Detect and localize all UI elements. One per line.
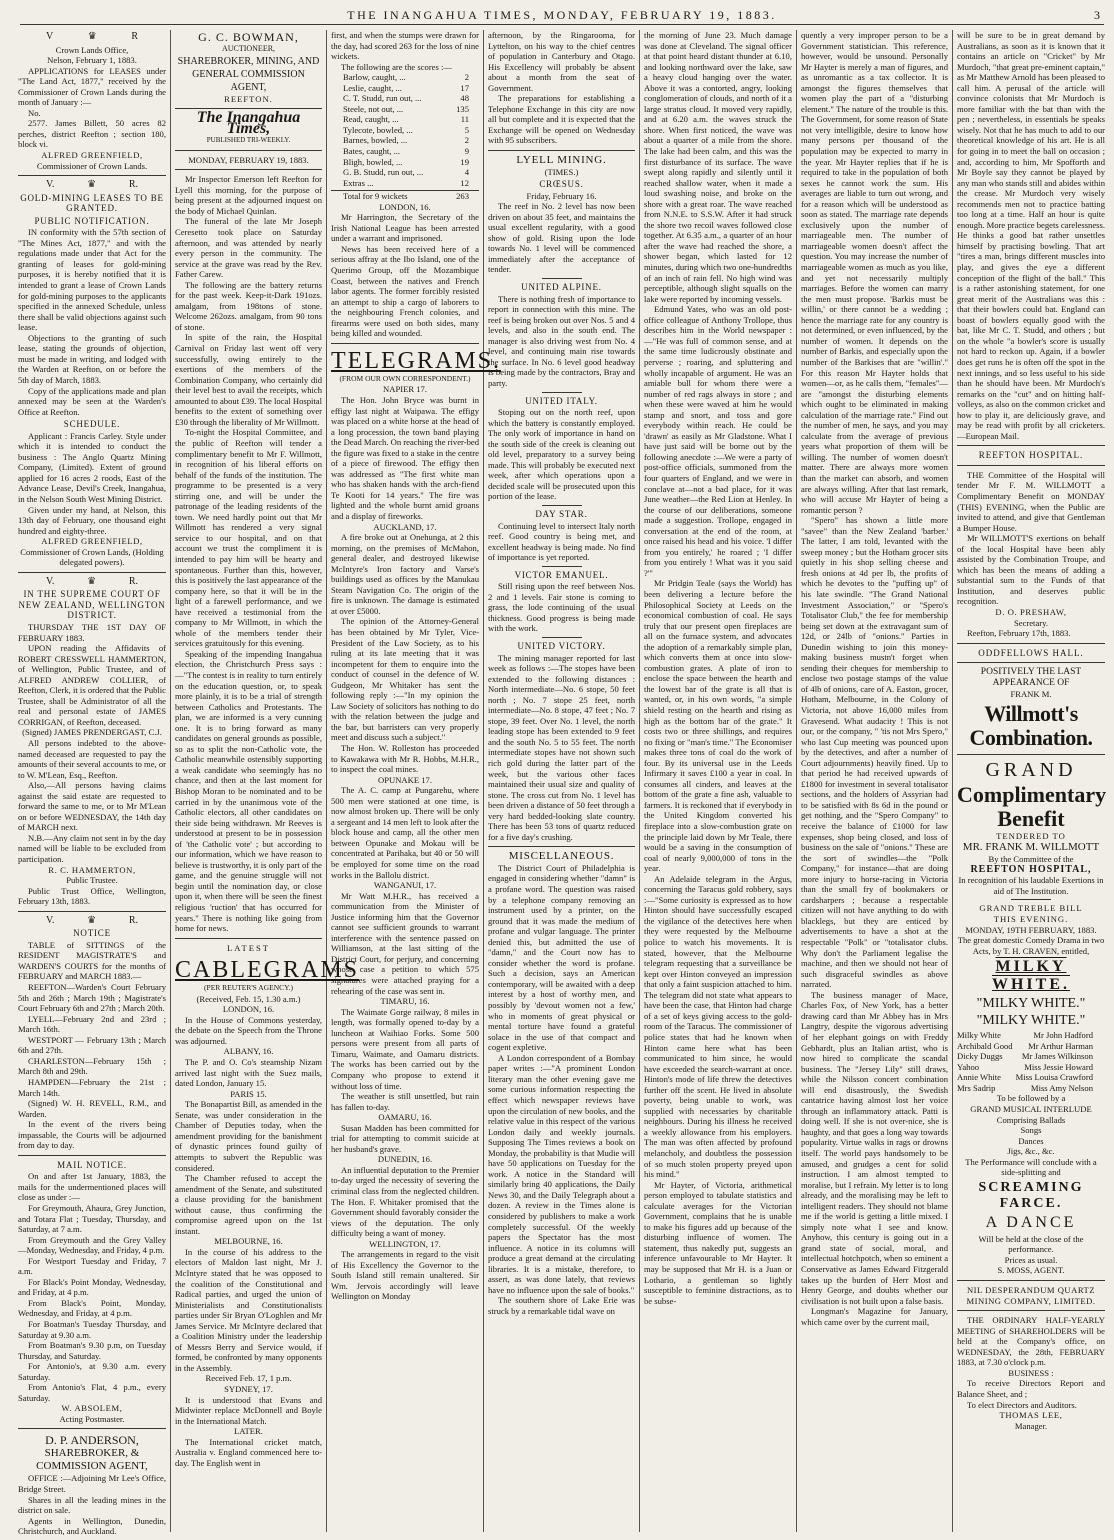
actor: Mr James Wilkinson	[1021, 1051, 1093, 1062]
actor: Miss Louisa Crawford	[1015, 1072, 1093, 1083]
batsman: Read, caught, ...	[343, 114, 399, 125]
cipher-v: V.	[46, 914, 55, 926]
bowman-title: GENERAL COMMISSION	[192, 68, 305, 80]
score-row	[331, 178, 479, 189]
mail-item: From Greymouth and the Grey Valley—Monday, Wednesday, and Friday, 4 p.m.	[18, 1234, 166, 1256]
telegram-text: The A. C. camp at Pungarehu, where 500 men were stationed at one time, is now almost broken up. There will be only a sergeant and 14 men left to look after the block house and camp, all the other men between Opunake and Mokau will be concentrated at Parihaka, but 40 or 50 will be employed for some time on the road works in the Ballolu district.	[331, 785, 479, 880]
cipher-v: V.	[46, 179, 55, 191]
batsman: Barnes, bowled, ...	[343, 135, 408, 146]
batsman: Bates, caught, ...	[343, 146, 401, 157]
actor: Mr Arthur Harman	[1028, 1040, 1093, 1051]
score-row	[331, 72, 479, 83]
crown-icon: ♛	[87, 914, 97, 926]
divider	[542, 637, 582, 638]
sittings-body: TABLE of SITTINGS of the RESIDENT MAGISTRATE'S and WARDEN'S COURTS for the months of FEBRUARY and MARCH 1883.—	[18, 939, 166, 982]
actor: Mr John Hadford	[1033, 1030, 1093, 1041]
cipher-v: V	[46, 31, 54, 42]
positively-text: POSITIVELY THE LAST APPEARANCE OF	[980, 667, 1082, 689]
telegrams-sub: (FROM OUR OWN CORRESPONDENT.)	[339, 373, 471, 383]
telegram-text: The opinion of the Attorney-General has been obtained by Mr Tyler, Vice-President of the Law Society, as to his ruling at its late meeting that it was incompetent for them to enquire into the conduct of counsel in the defence of W. Gudgeon, Mr Whitaker has sent the following reply :—"In my opinion the Law Society of solicitors has nothing to do with the relation between the judge and the bar, but barristers can very properly meet and discuss such a subject."	[331, 616, 479, 743]
sittings-signed: (Signed) W. H. REVELL, R.M., and Warden.	[18, 1098, 166, 1119]
batsman: Barlow, caught, ...	[343, 72, 406, 83]
crown-icon: ♛	[87, 179, 97, 191]
hospital-heading: REEFTON HOSPITAL.	[978, 450, 1084, 461]
mail-item: From Antonio's Flat, 4 p.m., every Saturday.	[18, 1382, 166, 1403]
news-paragraph: The funeral of the late Mr Joseph Ceresetto took place on Saturday afternoon, and was attended by nearly every person in the community. The service at the grave was read by the Rev. Father Carew.	[175, 216, 322, 280]
crown-icon: ♛	[87, 31, 97, 42]
divider	[18, 572, 166, 573]
cable-text: The International cricket match, Australia v. England commenced here to-day. The English went in	[175, 1436, 322, 1468]
bowman-place: REEFTON.	[224, 93, 273, 104]
applications-no: No.	[28, 107, 41, 118]
cable-text: In the course of his address to the electors of Maldon last night, Mr J. McIntyre stated that he was opposed to the coalition of the Constitutional and Radical parties, and urged the union of Ministerialists and Constitutionalists parties under Sir Bryan O'Loghlen and Mr James Service. Mr McIntyre declared that a Coalition Ministry under the leadership of Messrs Berry and Service would, if formed, be confronted by many opponents in the Assembly.	[175, 1246, 322, 1373]
court-body: UPON reading the Affidavits of ROBERT CRESSWELL HAMMERTON, of Wellington, Public Trustee, and of ALFRED ANDREW COLLIER, of Reefton, Clerk, it is ordered that the Public Trustee, shall be Administrator of all the real and personal estate of JAMES CORRIGAN, of Reefton, deceased.	[18, 643, 166, 727]
oddfellows-heading: ODDFELLOWS HALL.	[978, 647, 1084, 658]
crown-icon: ♛	[87, 575, 97, 587]
mail-item: From Black's Point, Monday, Wednesday, and Friday, at 4 p.m.	[18, 1297, 166, 1319]
cast-row	[957, 1041, 1105, 1052]
cipher-v: V.	[46, 575, 55, 587]
mail-item: From Boatman's 9.30 p.m, on Tuesday Thursday, and Saturday.	[18, 1340, 166, 1361]
cipher-r: R	[131, 31, 138, 42]
sittings-note: In the event of the rivers being impassable, the Courts will be adjourned from day to day.	[18, 1119, 166, 1151]
news-paragraph: Longman's Magazine for January, which came over by the current mail,	[801, 1306, 948, 1327]
news-paragraph: "Spero" has shown a little more "savee" than the New Zealand 'barber.' The latter, I am told, levanted with the sweep money ; but the Hotham grocer sits quietly in his shop selling cheese and fresh onions at 4d per lb, the profits of which he devotes to the "puffing up" of his late swindle. "The Grand National Investment Association," or "Spero's Totalisator Club," the fee for membership being set down at the extravagant sum of 12d, or 24lb of "onions." Parties in Dunedin wishing to join this money-making business mustn't forget when sending their cheques for membership to enclose two postage stamps of the value of 4lb of onions, care of A. Easton, grocer, Hotham, Melbourne, in the Colony of Victoria, not above 16,000 miles from Gravesend. What audacity ! This is not our, or the company, " 'tis not Mrs Spero," who last Cup meeting was pounced upon by the detectives, and after a number of Court adjournments) heavily fined. Up to that period he had received upwards of £1800 for investment in several totalisator sections, and the holders of Assyrian had to be satisfied with 8s 6d in the pound or get nothing, and the "Spero Company" to receive the balance of £1000 for law expenses, shop being closed, and loss of business on the sale of "onions." These are the sort of swindles—the "Polk Company," for instance—that are doing more injury to horse-racing in Victoria than the small fry of bookmakers or cardsharpers ; because a respectable citizen will not have anything to do with blacklegs, but they are enticed by advertisements to have a shot at the respectable "Polk" or "totalisator clubs. Why don't the Parliament legalise the machine, and then we should not hear of such disgraceful swindles as above narrated.	[801, 515, 948, 990]
recipient-name: MR. FRANK M. WILLMOTT	[962, 841, 1100, 854]
score-row	[331, 157, 479, 168]
bowman-title: AUCTIONEER,	[221, 44, 276, 53]
cable-place: LATER.	[234, 1426, 263, 1437]
gold-leases-heading: GOLD-MINING LEASES TO BE GRANTED.	[20, 192, 164, 214]
telegram-place: NAPIER 17.	[383, 384, 427, 395]
milky-white-title: "MILKY WHITE."	[976, 996, 1086, 1012]
news-paragraph: the morning of June 23. Much damage was done at Cleveland. The signal officer at that point heard distant thunder at 6.10, and looking northward over the lake, saw a heavy cloud hanging over the water. Above it was a contorted, angry, looking conglomeration of clouds, and north of it a large stratus cloud. It moved very rapidly, and at 6.20 a.m. the waves struck the shore. When first noticed, the wave was about a quarter of a mile from the shore. The lake had been calm, and this was the first disturbance of its surface. The wave swept along rapidly and silently until it reached shallow water, when it made a loud swashing noise, and broke on the shore with a great roar. The wave reached from N.N.E. to S.S.W. After it had struck the shore two recoil waves followed close together. At 6.35 a.m., a quarter of an hour after the wave had reached the shore, a shower began, which lasted for 12 minutes, during which two one-hundredths of an inch of rain fell. No high wind was perceptible, although slight squalls on the lake were reported by incoming vessels.	[644, 30, 792, 304]
notice-heading: NOTICE	[73, 928, 111, 939]
mine-report: Stoping out on the north reef, upon which the battery is constantly employed. The only work of importance in hand on the south side of the creek is cleaning out old level, preparatory to a survey being made. This will probably be executed next week, after which operations upon a decided scale will be prosecuted upon this portion of the lease.	[488, 407, 635, 502]
telegram-place: TIMARU, 16.	[380, 996, 430, 1007]
court-body: Also,—All persons having claims against the said estate are requested to forward the same to me, or to Mr M'Lean on or before WEDNESDAY, the 14th day of MARCH next.	[18, 780, 166, 833]
anderson-body: Shares in all the leading mines in the district on sale.	[18, 1494, 166, 1516]
telegram-text: The weather is still unsettled, but rain has fallen to-day.	[331, 1091, 479, 1112]
role: Mrs Sadrip	[957, 1082, 996, 1093]
batsman: G. B. Studd, run out, ...	[343, 167, 424, 178]
divider	[175, 169, 322, 170]
sitting-item: LYELL—February 2nd and 23rd ; March 16th.	[18, 1013, 166, 1035]
news-paragraph: Mr Hayter, of Victoria, arithmetical person employed to tabulate statistics and calculate averages for the Victorian Government, complains that he is unable to make his figures add up because of the disturbing influence of women. The statement, thus nakedly put, suggests an inference unfavourable to Mr Hayter. It may be supposed that Mr H. is a Juan or Lothario, a gentleman so lightly susceptible to feminine distractions, as to be subse-	[644, 1179, 792, 1306]
divider	[957, 1310, 1105, 1311]
by-committee: By the Committee of the	[988, 854, 1074, 865]
batsman: Bligh, bowled, ...	[343, 156, 403, 167]
frank-text: FRANK M.	[1010, 689, 1052, 700]
runs: 11	[460, 114, 469, 125]
news-paragraph: will be sure to be in great demand by Australians, as soon as it is known that it contains an article on "Cricket" by Mr Murdoch, "that great pre-eminent captain," as Mr Matthew Arnold has been pleased to call him. A perusal of the article will convince colonists that Mr Murdoch is more familiar with the bat than with the pen ; nevertheless, in essentials he speaks wisely. Not that he has much to add to our theoretical knowledge of his art. He is all for going in to meet the ball on occasion ; and, according to him, Mr Spofforth and Mr Boyle say they cannot be played by any man who stands still and abides within the crease. Mr Murdoch very wisely recommends men not to practice batting too long at a time. Half an hour is quite enough. More practice begets carelessness. He thinks a good bat rather unsettles himself by practising bowling. That art "tires a man, brings different muscles into play, and gives the eye a different conception of the flight of the ball." This is a rather astonishing statement, for one great merit of the Australians was this : that their bowlers could bat. England can boast of bowlers equally good with the bat, like Mr C. T. Studd, and others ; but on the whole "a bowler's score is usually not hard to reckon up. Again, if a bowler does get runs he is often off the spot in the next innings, and so less useful to his side than he should have been. Mr Murdoch's remarks on the "cut" and on hitting half-volleys, as also on the common cricket and how to play it, are deliciously grave, and may be read with profit by all cricketers.—European Mail.	[957, 30, 1105, 441]
royal-cipher	[18, 180, 166, 191]
cricket-intro: first, and when the stumps were drawn for the day, had scored 263 for the loss of nine wickets.	[331, 30, 479, 62]
complimentary-benefit: Complimentary Benefit	[957, 781, 1107, 831]
cable-text: It is understood that Evans and Midwinter replace McDonnell and Boyle in the International Match.	[175, 1394, 322, 1426]
grand-text: GRAND	[985, 758, 1077, 781]
news-paragraph: The District Court of Philadelphia is engaged in considering whether "damn" is a profane word. The question was raised by a telephone company removing an instrument used by a printer, on the ground that it was made the medium of profane and vulgar language. The printer denied this, but admitted the use of "damn," and the Court now has to consider whether the word is profane. Such a decision, says an American contemporary, will be awaited with a deep interest by a host of worthy men, and possibly by 'devout women not a few,' who in moments of great physical or mental torture have found a grateful solace in the use of that compact and cogent expletive.	[488, 862, 635, 1053]
divider	[957, 662, 1105, 663]
telegram-text: A fire broke out at Onehunga, at 2 this morning, on the premises of McMahon, general dealer, and destroyed likewise McIntyre's Iron factory and Varse's buildings used as offices by the Manukau Steam Navigation Co. The origin of the fire is unknown. The damage is estimated at over £5000.	[331, 532, 479, 616]
telegram-text: The Hon. W. Rolleston has proceeded to Kawakawa with Mr R. Hobbs, M.H.R., to inspect the coal mines.	[331, 743, 479, 775]
runs: 135	[456, 103, 469, 114]
gold-leases-body: Objections to the granting of such lease, stating the grounds of objection, must be made in writing, and lodged with the Warden at Reefton, on or before the 5th day of March, 1883.	[18, 332, 166, 385]
cable-place: LONDON, 16.	[222, 1004, 275, 1015]
gold-leases-body: Copy of the applications made and plan annexed may be seen at the Warden's Office at Reefton.	[18, 385, 166, 417]
signature-role: Commissioner of Crown Lands, (Holding delegated powers).	[20, 546, 164, 568]
drama-intro: The great domestic Comedy Drama in two Acts, by T. H. CRAVEN, entitled,	[957, 935, 1105, 956]
cable-text: The Bonapartist Bill, as amended in the Senate, was under consideration in the Chamber of Deputies today, when the amendment providing for the banishment of dynastic princes found guilty of attempts to subvert the Republic was considered.	[175, 1099, 322, 1173]
milky-white-title: "MILKY WHITE."	[976, 1013, 1086, 1029]
mine-report: The reef in No. 2 level has now been driven on about 35 feet, and maintains the usual excellent regularity, with a good show of gold. Rising upon the lode towards No. 1 level will be commenced immediately after the acceptance of tender.	[488, 201, 635, 275]
role: Archibald Good	[957, 1040, 1013, 1051]
mine-heading: CRŒSUS.	[539, 179, 584, 190]
divider	[542, 392, 582, 393]
songs-text: Songs	[1020, 1125, 1042, 1136]
signature-role: Public Trustee.	[66, 875, 118, 886]
royal-cipher	[18, 916, 166, 927]
court-signed: (Signed) JAMES PRENDERGAST, C.J.	[22, 727, 162, 738]
mine-report: There is nothing fresh of importance to report in connection with this mine. The reef is being broken out over Nos. 5 and 4 levels, and also in the south end. The manager is also driving west from No. 4 level, and continuing main rise towards the surface. In No. 6 level good headway is being made by the contractors, Bray and party.	[488, 293, 636, 388]
batsman: Leslie, caught, ...	[343, 82, 402, 93]
lyell-mining-heading: LYELL MINING.	[516, 154, 607, 167]
news-paragraph: To-night the Hospital Committee, and the public of Reefton will tender a complimentary benefit to Mr F. Willmott, in recognition of his liberal efforts on behalf of the funds of the institution. The programme to be presented is a very stirring one, and will be under the patronage of the leading residents of the town. We need hardly point out that Mr Willmott has rendered a very signal service to our hospital, and on that account we trust the compliment it is intended to pay him will be hearty and spontaneous. Further than this, however, this is positively the last appearance of the company here, so that it will be in the light of a farewell performance, and we have received a testimonial from the company to Mr Willmott, in which the whole of the members tender their services gratuitously for this evening.	[175, 427, 322, 649]
runs: 12	[460, 177, 469, 188]
news-paragraph: In spite of the rain, the Hospital Carnival on Friday last went off very successfully, owing entirely to the exertions of the members of the Combination Company, who certainly did their level best to avail the receipts, which amounted to about £39. The local Hospital benefits to the extent of something over £30 through the liberality of Mr Willmott.	[175, 332, 322, 427]
sitting-item: WESTPORT — February 13th ; March 6th and 27th.	[18, 1034, 166, 1056]
runs: 4	[464, 167, 469, 178]
telegram-text: Mr Watt M.H.R., has received a communication from the Minister of Justice informing him that the Governor cannot see sufficient grounds to warrant interference with the sentence passed on Williamson, at the last sitting of the District Court, for perjury, and concerning whose case a petition to which 575 signatures were attached praying for a rehearing of the case was sent in.	[331, 890, 479, 996]
business-item: To receive Directors Report and Balance Sheet, and ;	[957, 1378, 1105, 1399]
hospital-body: Mr WILLMOTT'S exertions on behalf of the local Hospital have been ably assisted by the Combination Troupe, and which has been the means of adding a substantial sum to the Funds of that Institution, and deserves public recognition.	[957, 533, 1105, 607]
role: Annie White	[957, 1072, 1001, 1083]
telegram-place: DUNEDIN, 16.	[377, 1154, 433, 1165]
signature-role: Acting Postmaster.	[59, 1413, 125, 1424]
mail-item: For Antonio's, at 9.30 a.m. every Saturday.	[18, 1361, 166, 1382]
newspaper-title: THE INANGAHUA TIMES, MONDAY, FEBRUARY 19, 1883.	[347, 8, 777, 22]
news-paragraph: An Adelaide telegram in the Argus, concerning the Taracus gold robbery, says :—"Some curiosity is expressed as to how Hinton should have successfully escaped the vigilance of the detectives here when they were requested by the Melbourne police to watch his movements. It is stated, however, that the Melbourne telegram requesting that a surveillance be kept over Hinton conveyed an impression that only a faint suspicion attached to him. The telegram did not state what appears to have been the case, that Hinton had charge of a set of keys giving access to the gold-room of the Taracus. The commissioner of police states that had he known when Hinton came here what has been communicated to him since, he would have exceeded the search-warrant at once. Hinton's mode of life threw the detectives further off the scent. He lived in absolute poverty, being unable to work, was supplied with necessaries by charitable neighbours. During his illness he received a weekly allowance from his employers. The man was often affected by profound melancholy, and doubtless the possession of so much stolen property preyed upon his mind."	[644, 873, 792, 1180]
divider	[957, 1280, 1105, 1281]
dateline: MONDAY, FEBRUARY 19, 1883.	[188, 154, 309, 165]
news-paragraph: afternoon, by the Ringarooma, for Lyttelton, on his way to the chief centres of population in Canterbury and Otago. His Excellency will probably be absent about a month from the seat of Government.	[488, 30, 635, 93]
signature-name: R. C. HAMMERTON,	[48, 864, 136, 875]
signature-name: D. O. PRESHAW,	[995, 606, 1067, 617]
schedule-heading: SCHEDULE.	[63, 419, 121, 430]
mine-heading: VICTOR EMANUEL.	[514, 569, 609, 580]
column-4	[484, 30, 639, 1532]
score-total	[331, 190, 479, 202]
business-heading: BUSINESS :	[1008, 1367, 1054, 1378]
latest-heading: LATEST	[226, 942, 271, 953]
cast-row	[957, 1030, 1105, 1041]
telegram-place: AUCKLAND, 17.	[373, 521, 437, 532]
bowman-name: G. C. BOWMAN,	[198, 30, 299, 44]
signature-name: THOMAS LEE,	[999, 1410, 1063, 1421]
page-number: 3	[1094, 8, 1100, 22]
telegram-text: The Waimate Gorge railway, 8 miles in length, was formally opened to-day by a luncheon at Waihiao Forks. Some 500 persons were present from all parts of Timaru, Waimate, and Oamaru districts. The works has been carried out by the Company who propose to extend it without loss of time.	[331, 1006, 479, 1091]
mail-item: For Boatman's Tuesday Thursday, and Saturday at 9.30 a.m.	[18, 1318, 166, 1340]
news-paragraph: Mr Inspector Emerson left Reefton for Lyell this morning, for the purpose of being present at the adjourned inquest on the body of Michael Quinlan.	[175, 174, 322, 216]
batsman: Steele, not out, ...	[343, 103, 404, 114]
interlude-text: GRAND MUSICAL INTERLUDE	[970, 1104, 1092, 1115]
runs: 9	[464, 146, 469, 157]
comprising-text: Comprising Ballads	[996, 1114, 1066, 1125]
divider	[957, 465, 1105, 466]
telegram-text: An influential deputation to the Premier to-day urged the necessity of severing the criminal class from the neglected children. The Hon. F. Whitaker promised that the Government should favorably consider the views of the deputation. The only difficulty being a want of money.	[331, 1164, 479, 1239]
runs: 48	[460, 93, 469, 104]
royal-cipher	[18, 32, 166, 43]
reefton-hospital-text: REEFTON HOSPITAL,	[970, 863, 1092, 875]
news-paragraph: Mr Pridgin Teale (says the World) has been delivering a lecture before the Philosophical Society at Leeds on the economical combustion of coal. He says truly that our present open fireplaces are all on the furnace system, and advocates the adoption of a remarkably simple plan, which converts them at once into slow-combustion grates. A plate of iron to enclose the space between the hearth and the lowest bar of the grate is all that is wanted, or, in his own words, "a simple shield resting on the hearth and rising as high as the bottom bar of the grate." It costs two or three shillings, and requires no fixing or "man's time." The Economiser makes three tons of coal do the work of four. By its universal use in the Leeds Infirmary it saves £100 a year in coal. In consumes all cinders, and leaves at the bottom of the grate a fine ash, valuable to farmers. It is reckoned that if everybody in the United Kingdom converted his fireplace into a slow-combustion grate on the principle laid down by Mr Teale, there would be a saving in the consumption of coal of nearly 9,000,000 of tons in the year.	[644, 578, 792, 874]
mine-heading: UNITED VICTORY.	[517, 640, 606, 651]
cable-text: In the House of Commons yesterday, the debate on the Speech from the Throne was adjourned.	[175, 1014, 322, 1046]
cable-text: The Chamber refused to accept the amendment of the Senate, and substituted a clause providing for the banishment without cause, thus confirming the compromise agreed upon on the 1st instant.	[175, 1173, 322, 1236]
cipher-r: R.	[128, 914, 138, 926]
cast-row	[957, 1051, 1105, 1062]
signature-name: ALFRED GREENFIELD,	[41, 150, 143, 161]
divider	[957, 445, 1105, 446]
column-1	[14, 30, 170, 1537]
score-row	[331, 93, 479, 104]
mail-body: On and after 1st January, 1883, the mails for the undermentioned places will close as under :—	[18, 1171, 166, 1203]
score-row	[331, 114, 479, 125]
runs: 19	[460, 156, 469, 167]
actor: Miss Jessie Howard	[1024, 1061, 1093, 1072]
anderson-office: OFFICE :—Adjoining Mr Lee's Office, Bridge Street.	[18, 1473, 166, 1494]
role: Yahoo	[957, 1061, 980, 1072]
mine-report: Still rising upon the reef between Nos. 2 and 1 levels. Fair stone is coming to grass, the lode continuing of the usual thickness. Good progress is being made with the work.	[488, 581, 635, 634]
agent-name: S. MOSS, AGENT.	[997, 1265, 1065, 1276]
cable-text: The P. and O. Co's steamship Nizam arrived last night with the Suez mails, dated London, January 15.	[175, 1057, 322, 1089]
business-item: To elect Directors and Auditors.	[967, 1399, 1077, 1410]
masthead	[20, 8, 1104, 25]
divider	[1011, 899, 1051, 900]
schedule-body: Applicant : Francis Carley. Style under which it is intended to conduct the business : The Anglo Quartz Mining Company, (Limited). Extent of ground applied for 16 acres 2 roods, East of the Advance Lease, Devil's Creek, Inangahua, in the Nelson South West Mining District.	[18, 430, 166, 504]
imprint-sub: PUBLISHED TRI-WEEKLY.	[206, 136, 291, 145]
divider	[957, 643, 1105, 644]
tendered-text: TENDERED TO	[996, 830, 1066, 841]
royal-cipher	[18, 577, 166, 588]
telegram-text: Susan Madden has been committed for trial for attempting to commit suicide at her husband's grave.	[331, 1122, 479, 1154]
batsman: Tylecote, bowled, ...	[343, 124, 413, 135]
column-6	[797, 30, 952, 1532]
score-row	[331, 104, 479, 115]
notice-date: Nelson, February 1, 1883.	[47, 55, 137, 66]
court-date: THURSDAY THE 1ST DAY OF FEBRUARY 1883.	[18, 621, 166, 643]
cast-row	[957, 1083, 1105, 1094]
role: Dicky Duggs	[957, 1051, 1003, 1062]
news-paragraph: News has been received here of a serious affray at the Ibo Island, one of the Querimo Group, off the Mozambique Coast, between the natives and French labor agents. The former forcibly resisted an attempt to ship a cargo of laborers to the neighbouring French colonies, and firearms were used on both sides, many being killed and wounded.	[331, 243, 479, 339]
cable-place: SYDNEY, 17.	[224, 1383, 273, 1394]
hospital-date: Reefton, February 17th, 1883.	[967, 628, 1071, 639]
divider	[488, 846, 635, 847]
score-row	[331, 83, 479, 94]
conclude-text: The Performance will conclude with a side-splitting and	[965, 1156, 1097, 1178]
bowman-title: AGENT,	[230, 81, 267, 93]
telegram-place: WELLINGTON, 17.	[369, 1238, 441, 1249]
treble-bill: GRAND TREBLE BILL	[979, 903, 1083, 914]
mine-heading: UNITED ITALY.	[525, 395, 598, 406]
newspaper-imprint: The Inangahua Times,	[196, 109, 301, 137]
miscellaneous-heading: MISCELLANEOUS.	[508, 850, 615, 863]
cablegrams-received: (Received, Feb. 15, 1.30 a.m.)	[196, 993, 301, 1004]
score-row	[331, 125, 479, 136]
signature-place: Public Trust Office, Wellington, February 13th, 1883.	[18, 885, 166, 907]
cipher-r: R.	[128, 575, 138, 587]
runs: 5	[464, 124, 469, 135]
mail-item: For Greymouth, Ahaura, Grey Junction, and Totara Flat ; Tuesday, Thursday, and Saturday, at 7 a.m.	[18, 1202, 166, 1235]
role: Milky White	[957, 1030, 1002, 1041]
cable-place: ALBANY, 16.	[223, 1046, 274, 1057]
applications-text: APPLICATIONS for LEASES under "The Land Act, 1877," received by the Commissioner of Crown Lands during the month of January :—	[18, 65, 166, 108]
mine-date: Friday, February 16.	[526, 190, 597, 201]
cipher-r: R.	[128, 179, 138, 191]
score-row	[331, 135, 479, 146]
company-name: NIL DESPERANDUM QUARTZ MINING COMPANY, LIMITED.	[966, 1285, 1096, 1306]
jigs-text: Jigs, &c., &c.	[1007, 1146, 1055, 1157]
divider	[175, 150, 322, 151]
farce-title: SCREAMING FARCE.	[978, 1179, 1084, 1211]
mine-heading: DAY STAR.	[535, 508, 588, 519]
news-paragraph: A London correspondent of a Bombay paper writes :—"A prominent London literary man the other evening gave me some curious information respecting the effect which newspaper reviews have upon the circulation of new books, and the relative value in this respect of the various London daily and weekly journals. Supposing The Times reviews a book on Monday, the probability is that Mudie will have 50 applications on Tuesday for the work. A notice in the Standard will similarly bring 40 applications, the Daily News 30, and the Daily Telegraph about a dozen. A review in the Times alone is considered by publishers to make a work completely successful. Of the weekly papers the Spectator has the most influence. A notice in its columns will produce a great demand at the circulating libraries. It is a mistake, therefore, to assert, as was done lately, that reviews have no influence upon the sale of books."	[488, 1052, 635, 1295]
actor: Miss Amy Nelson	[1030, 1082, 1093, 1093]
telegram-place: OAMARU, 16.	[378, 1112, 432, 1123]
gold-leases-body: IN conformity with the 57th section of "The Mines Act, 1877," and with the regulations made under that Act for the granting of leases for gold-mining purposes, it is hereby notified that it is intended to grant a lease of Crown Lands for gold-mining purposes to the applicants specified in the annexed Schedule, unless there shall be valid objections against such lease.	[18, 227, 166, 333]
divider	[542, 505, 582, 506]
telegrams-heading: TELEGRAMS.	[331, 347, 501, 374]
times-source: (TIMES.)	[544, 166, 579, 177]
score-row	[331, 146, 479, 157]
hospital-body: THE Committee of the Hospital will tender Mr F. M. WILLMOTT a Complimentary Benefit on MONDAY (THIS) EVENING, when the Public are invited to attend, and give that Gentleman a Bumper House.	[957, 469, 1105, 533]
given-text: Given under my hand, at Nelson, this 13th day of February, one thousand eight hundred and eighty-three.	[18, 504, 166, 536]
meeting-notice: THE ORDINARY HALF-YEARLY MEETING of SHAREHOLDERS will be held at the Company's office, on WEDNESDAY, the 28th, FEBRUARY 1883, at 7.30 o'clock p.m.	[957, 1315, 1105, 1368]
divider	[18, 1155, 166, 1156]
milky-white-title: MILKY WHITE.	[991, 958, 1070, 994]
telegram-place: WANGANUI, 17.	[373, 880, 437, 891]
sitting-item: REEFTON—Warden's Court February 5th and 26th ; March 19th ; Magistrate's Court February 6th and 27th ; March 20th.	[18, 982, 166, 1014]
prices-text: Prices as usual.	[1004, 1254, 1058, 1265]
mail-item: For Westport Tuesday and Friday, 7 a.m.	[18, 1255, 166, 1277]
news-paragraph: quently a very improper person to be a Government statistician. This reference, however, would be unsound. Personally Mr Hayter is merely a man of figures, and as unromantic as a tax collector. It is amongst the figures themselves that women play the part of a "disturbing element." The nature of the trouble is this. The Government, for some reason of State not very intelligible, desire to know how many persons per thousand of the population may be expected to marry in the year. Mr Hayter replies that if he is required to take in the population of both sexes he cannot work the sum. His averages are liable to turn out wrong, and for a reason which will be understood as soon as stated. The marriage rate depends exclusively upon the number of marriageable men. The number of marriageable women doesn't affect the question. You may increase the number of marriageable women as much as you like, and yet not necessarily multiply marriages. Before the women can marry the men must propose. 'Barkis must be willin,' or there cannot be a wedding ; hence the marriage rate for any country is not determined, or even influenced, by the number of women. It depends on the number of Barkis, and especially upon the number of the Barkises that are "willin'." For this reason Mr Hayter holds that women—or, as he calls them, "females"—are "amongst the disturbing elements which ought to be eliminated in making calculation of the marriage rate." Find out the number of men, he says, and you may calculate from the average of previous years what proportion of them will be willing. The number of women doesn't matter. There are always more women than the market can absorb, and women are always willing. After that last remark, who will accuse Mr Hayter of being a romantic person ?	[801, 30, 948, 515]
sitting-item: CHARLESTON—February 15th ; March 8th and 29th.	[18, 1055, 166, 1077]
cable-place: MELBOURNE, 16.	[214, 1236, 283, 1247]
batsman: Extras ...	[343, 177, 374, 188]
total-label: Total for 9 wickets	[343, 191, 408, 202]
runs: 2	[464, 135, 469, 146]
telegram-place: OPUNAKE 17.	[378, 774, 432, 785]
divider	[331, 343, 479, 344]
applications-entry: 2577. James Billett, 50 acres 82 perches, district Reefton ; section 180, block vi.	[18, 118, 166, 150]
cable-place: PARIS 15.	[230, 1088, 267, 1099]
news-paragraph: The southern shore of Lake Erie was struck by a remarkable tidal wave on	[488, 1295, 635, 1316]
news-paragraph: The following are the battery returns for the past week. Keep-it-Dark 191ozs. amalgam, from 198tons of stone. Welcome 262ozs. amalgam, from 90 tons of stone.	[175, 279, 322, 332]
signature-role: Secretary.	[1013, 617, 1049, 628]
cast-row	[957, 1062, 1105, 1073]
scores-heading: The following are the scores :—	[341, 61, 452, 72]
divider	[542, 566, 582, 567]
public-notification-heading: PUBLIC NOTIFICATION.	[34, 215, 150, 226]
mine-report: Continuing level to intersect Italy north reef. Good country is being met, and excellent headway is being made. No find of importance is yet reported.	[488, 520, 635, 563]
cablegrams-sub: (PER REUTER'S AGENCY.)	[204, 983, 293, 993]
news-place: LONDON, 16.	[379, 201, 431, 212]
divider	[18, 911, 166, 912]
column-3	[327, 30, 501, 1532]
signature-role: Commissioner of Crown Lands.	[36, 160, 148, 171]
news-paragraph: The business manager of Mace, Charles Fox, of New York, has a better drawing card than Mr Abbey has in Mrs Langtry, despite the vigorous advertising of her elephant goings on with Freddy Gebhardt, plus an Italian artist, who is now hired to complicate the scandal business. The "Jersey Lily" still draws, while the Nilsson concert combination will end disastrously, the Swedish cantatrice having almost lost her voice through an inflammatory attack. Patti is doing well. If she is not over-nice, she is haughty, and that goes a long way towards popularity. Virtue walks in rags or drowns itself. The world pays handsomely to be amused, and grudges a cent for solid instruction. I am almost tempted to moralise, but I refrain. My letter is to long already, and the moralising may be left to intelligent readers. They should not blame me if the world is getting a little mixed. I simply note what I see and know. Anyhow, this century is going out in a grand state of social, moral, and intellectual hotchpotch, when so eminent a Conservative as James Edward Fitzgerald takes up the burden of Herr Most and Henry George, and doubts whether our civilisation is not built upon a false basis.	[801, 989, 949, 1306]
divider	[488, 150, 635, 151]
total-runs: 263	[456, 191, 469, 202]
divider	[542, 278, 582, 279]
telegram-text: The Hon. John Bryce was burnt in effigy last night at Waipawa. The effigy was placed on a white horse at the head of a long procession, the town band playing the Dead March. On reaching the river-bed the figure was fixed to a stake in the centre of a piece of firewood. The effigy then was addressed as "The first white man who has shaken hands with the arch-fiend Te Kooti for 14 years." The fire was lighted and the whole burnt amid groans and a display of fireworks.	[331, 394, 480, 521]
dance-note: Will be held at the close of the performance.	[978, 1233, 1084, 1255]
anderson-title: SHAREBROKER, & COMMISSION AGENT,	[36, 1447, 148, 1473]
news-paragraph: Edmund Yates, who was an old post-office colleague of Anthony Trollope, thus describes him in the World newspaper :—"He was full of common sense, and at the same time ludicrously obstinate and perverse ; roaring, and spluttering and wholly incapable of argument. He was an amiable bull for whom there were a number of red rags always in store ; and when these were waved at him he would stamp and snort, and toss and gore everybody within reach. He could be 'drawn' as easily as Mr Gladstone. What I have just said will be borne out by the following anecdote :—We were a party of post-office officials, summoned from the four quarters of England, and we were in conclave at—not a bad place, for it was June weather—the Red Lion at Henley. In the course of our deliberations, someone made a suggestion. Trollope, engaged in conversation at the end of the room, at once raised his head and his voice. 'I differ from you entirely,' he roared ; 'I differ from you entirely ! What was it you said ?'"	[644, 304, 792, 578]
signature-name: W. ABSOLEM,	[61, 1403, 123, 1414]
telegram-text: The arrangements in regard to the visit of His Excellency the Governor to the South Island still remain unaltered. Sir Wm. Jervois accordingly will leave Wellington on Monday	[331, 1249, 479, 1302]
news-paragraph: Speaking of the impending Inangahua election, the Christchurch Press says :—"The contest is in reality to turn entirely on the education question, or, to speak more plainly, it is to be a trial of strength between Catholics and Protestants. The plan, we are informed is a very cunning one. It is to bring forward as many candidates on general grounds as possible, so as to split the non-Catholic vote, the Catholic meanwhile ostensibly supporting a weak candidate who seemingly has no chance, and then at the last moment for Bishop Moran to be nominated and to be carried in by the unanimous vote of the Catholic electors, all other candidates on their side being withdrawn. Mr Reeves is understood at present to be in possession of 'the Catholic vote' ; but according to our information, which we have reason to believe is trustworthy, it is only part of the game, and the genuine struggle will not begin until the nomination day, or close upon it, when there will be seen the finest religious 'ruction' that has occurred for years." There is nothing like going from home for news.	[175, 648, 322, 934]
followed-text: To be followed by a	[996, 1093, 1066, 1104]
runs: 2	[464, 72, 469, 83]
anderson-name: D. P. ANDERSON,	[45, 1433, 139, 1448]
mine-report: The mining manager reported for last week as follows :—The stopes have been extended to the following distances : North intermediate—No. 6 stope, 50 feet north ; No. 7 stope 25 feet, north intermediate—No. 8 stope, 47 feet ; No. 7 stope, 39 feet. Over No. 1 level, the north leading stope has been extended to 9 feet and the south No. 5 to 55 feet. The north intermediate stopes have not shown such rich gold during the latter part of the week, but the various other faces maintained their usual size and quality of stone. The cross cut from No. 1 level has been driven a distance of 50 feet through a very hard bedded-looking slate country. There has been 53 tons of quartz reduced for a five day's crushing.	[488, 652, 635, 842]
column-5	[640, 30, 796, 1532]
show-date: MONDAY, 19TH FEBRUARY, 1883.	[965, 924, 1097, 935]
recognition-text: In recognition of his laudable Exertions in aid of The Institution.	[958, 875, 1104, 896]
runs: 17	[460, 82, 469, 93]
news-paragraph: The preparations for establishing a Telephone Exchange in this city are now all but complete and it is expected that the Exchange will be opened on Wednesday with 95 subscribers.	[488, 93, 635, 146]
divider	[18, 175, 166, 176]
court-body: N.B.—Any claim not sent in by the day named will be liable to be excluded from participation.	[18, 832, 166, 865]
bowman-title: SHAREBROKER, MINING, AND	[177, 55, 320, 67]
signature-role: Manager.	[1014, 1420, 1048, 1431]
mail-item: For Black's Point Monday, Wednesday, and Friday, at 4 p.m.	[18, 1276, 166, 1298]
sitting-item: HAMPDEN—February the 21st ; March 14th.	[18, 1076, 166, 1098]
cablegrams-heading: CABLEGRAMS	[175, 957, 360, 984]
cast-row	[957, 1072, 1105, 1083]
score-row	[331, 167, 479, 178]
signature-name: ALFRED GREENFIELD,	[41, 536, 143, 547]
combination-title: Willmott's Combination.	[969, 700, 1093, 750]
cable-received: Received Feb. 17, 1 p.m.	[205, 1373, 292, 1384]
this-evening: THIS EVENING.	[993, 914, 1069, 924]
court-heading: IN THE SUPREME COURT OF NEW ZEALAND, WELLINGTON DISTRICT.	[18, 589, 166, 621]
batsman: C. T. Studd, run out, ...	[343, 93, 422, 104]
column-7	[953, 30, 1109, 1532]
mine-heading: UNITED ALPINE.	[521, 282, 602, 293]
mail-heading: MAIL NOTICE.	[57, 1159, 127, 1170]
divider	[957, 754, 1105, 755]
anderson-agents: Agents in Wellington, Dunedin, Christchurch, and Auckland.	[18, 1515, 166, 1537]
dance-title: A DANCE	[985, 1213, 1077, 1231]
notice-office: Crown Lands Office,	[55, 44, 129, 55]
divider	[18, 1428, 166, 1429]
divider	[175, 938, 322, 939]
court-body: All persons indebted to the above-named deceased are requested to pay the amounts of their several accounts to me, or to W. M'Lean, Esq., Reefton.	[18, 738, 166, 780]
dances-text: Dances	[1018, 1135, 1044, 1146]
news-paragraph: Mr Harrington, the Secretary of the Irish National League has been arrested under a warrant and imprisoned.	[331, 212, 479, 244]
